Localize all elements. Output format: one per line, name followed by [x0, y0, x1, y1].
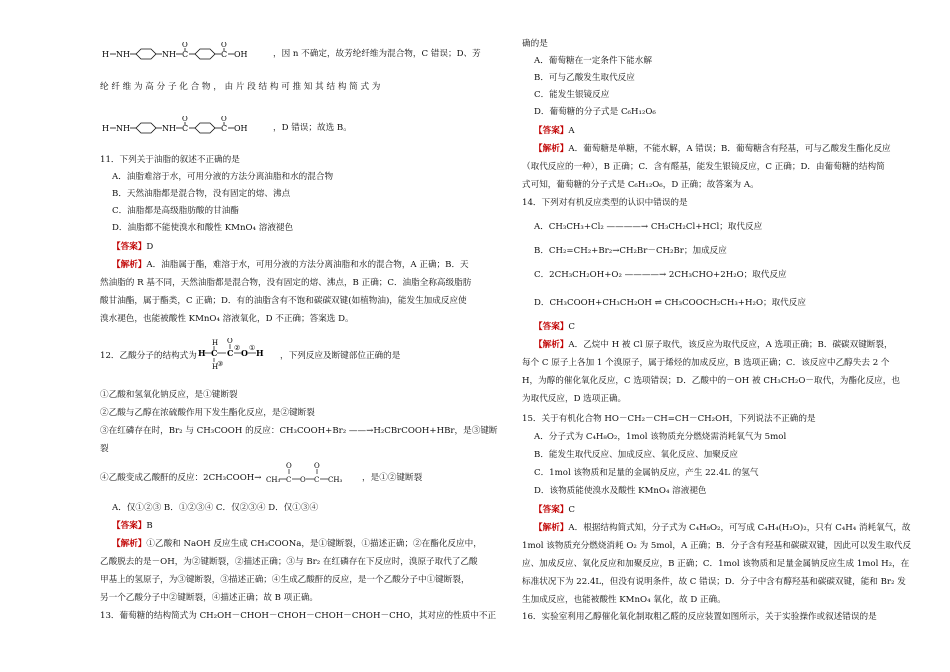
answer-line	[534, 126, 575, 137]
question-11-stem: 11．下列关于油脂的叙述不正确的是	[100, 155, 240, 165]
option: A．CH₃CH₃+Cl₂ ————→ CH₃CH₂Cl+HCl；取代反应	[534, 222, 763, 232]
svg-text:CH₃: CH₃	[328, 476, 343, 484]
svg-text:OH: OH	[234, 124, 248, 133]
analysis-line: 应、加成反应、氧化反应和加聚反应，B 正确；C．1mol 该物质和足量金属钠反应生成 1mol H₂，在	[522, 559, 910, 569]
text-line: ，D 错误；故选 B。	[273, 123, 352, 133]
analysis-line: 然油脂的 R 基不同，天然油脂都是混合物，没有固定的熔、沸点，B 正确；C．油脂全称高级脂肪	[100, 278, 472, 288]
option: D．CH₃COOH+CH₃CH₂OH ⇌ CH₃COOCH₂CH₃+H₂O；取代反应	[534, 298, 806, 308]
svg-text:O: O	[221, 116, 227, 123]
option: A．油脂难溶于水，可用分液的方法分离油脂和水的混合物	[112, 172, 334, 182]
analysis-label: 【解析】	[112, 539, 147, 549]
analysis-line: 每个 C 原子上各加 1 个溴原子，属于烯烃的加成反应，B 选项正确；C．该反应中乙醇失去 2 个	[522, 358, 890, 368]
analysis-line	[534, 523, 910, 534]
analysis-line: 标准状况下为 22.4L，但没有说明条件，故 C 错误；D．分子中含有醇羟基和碳碳双键，能和 Br₂ 发	[522, 577, 906, 587]
analysis-line	[112, 539, 482, 550]
option: B．能发生取代反应、加成反应、氧化反应、加聚反应	[534, 450, 738, 460]
answer-label: 【答案】	[534, 126, 569, 136]
analysis-text: ①乙酸和 NaOH 反应生成 CH₃COONa，是①键断裂，①描述正确；②在酯化反应中，	[146, 539, 482, 549]
analysis-label: 【解析】	[112, 260, 147, 270]
option: C．2CH₃CH₂OH+O₂ ————→ 2CH₃CHO+2H₂O；取代反应	[534, 270, 787, 280]
svg-text:H: H	[102, 124, 109, 133]
analysis-line: 为取代反应，D 选项正确。	[522, 394, 627, 404]
svg-text:O: O	[227, 338, 233, 345]
answer-label: 【答案】	[534, 505, 569, 515]
text-line: ，是①②键断裂	[362, 473, 423, 483]
option: C．油脂都是高级脂肪酸的甘油酯	[112, 206, 239, 216]
svg-text:NH: NH	[116, 50, 130, 59]
analysis-label: 【解析】	[534, 340, 569, 350]
analysis-line: 式可知，葡萄糖的分子式是 C₆H₁₂O₆，D 正确；故答案为 A。	[522, 180, 759, 190]
svg-text:NH: NH	[162, 124, 176, 133]
answer-value: D	[146, 242, 154, 252]
svg-text:C: C	[314, 476, 320, 484]
svg-text:①: ①	[249, 344, 256, 352]
svg-text:H: H	[198, 348, 206, 358]
analysis-line: 甲基上的氢原子，为③键断裂，③描述正确；④生成乙酸酐的反应，是一个乙酸分子中①键断裂，	[100, 575, 470, 585]
text-line: ，下列反应及断键部位正确的是	[280, 351, 401, 361]
option: A．分子式为 C₄H₈O₂，1mol 该物质充分燃烧需消耗氧气为 5mol	[534, 432, 787, 442]
option: D．葡萄糖的分子式是 C₆H₁₂O₆	[534, 107, 656, 117]
left-column	[100, 0, 498, 672]
right-column	[522, 0, 912, 672]
svg-text:O: O	[182, 116, 188, 123]
analysis-line: 溴水褪色，也能被酸性 KMnO₄ 溶液氧化，D 不正确；答案选 D。	[100, 314, 354, 324]
answer-value: C	[568, 505, 575, 515]
analysis-label: 【解析】	[534, 144, 569, 154]
analysis-text: A．葡萄糖是单糖，不能水解，A 错误；B．葡萄糖含有羟基，可与乙酸发生酯化反应	[568, 144, 891, 154]
item: ②乙酸与乙醇在浓硫酸作用下发生酯化反应，是②键断裂	[100, 408, 315, 418]
answer-value: A	[568, 126, 575, 136]
svg-text:CH₃: CH₃	[266, 476, 281, 484]
answer-line	[534, 322, 575, 333]
answer-value: C	[568, 322, 575, 332]
analysis-text: A．根据结构简式知，分子式为 C₄H₈O₂，可写成 C₄H₄(H₂O)₂，只有 C₄H₄ 消耗氧气，故	[568, 523, 911, 533]
option: B．CH₂=CH₂+Br₂→CH₂Br－CH₂Br；加成反应	[534, 246, 727, 256]
option: A．葡萄糖在一定条件下能水解	[534, 56, 652, 66]
analysis-line: 1mol 该物质充分燃烧消耗 O₂ 为 5mol，A 正确；B．分子含有羟基和碳碳双键，因此可以发生取代反	[522, 541, 912, 551]
answer-label: 【答案】	[534, 322, 569, 332]
aramid-structure-b	[100, 116, 270, 138]
analysis-line: 另一个乙酸分子中②键断裂，④描述正确；故 B 项正确。	[100, 593, 319, 603]
answer-line	[112, 521, 153, 532]
item: ①乙酸和氢氧化钠反应，是①键断裂	[100, 390, 238, 400]
question-12-stem: 12．乙酸分子的结构式为	[100, 351, 197, 361]
item: ④乙酸变成乙酸酐的反应：2CH₃COOH→	[100, 473, 262, 483]
svg-text:C: C	[286, 476, 292, 484]
acetic-acid-structure	[198, 338, 278, 370]
svg-text:O: O	[221, 42, 227, 49]
svg-text:H: H	[102, 50, 109, 59]
svg-text:O: O	[314, 462, 320, 470]
svg-text:H: H	[212, 363, 219, 370]
acetic-anhydride-structure	[266, 460, 362, 490]
svg-text:②: ②	[234, 344, 241, 352]
analysis-line	[534, 340, 893, 351]
analysis-line: 乙酸脱去的是－OH，为②键断裂，②描述正确；③与 Br₂ 在红磷存在下反应时，溴原子取代了乙酸	[100, 557, 478, 567]
answer-line	[112, 242, 153, 253]
svg-text:③: ③	[217, 360, 224, 368]
answer-label: 【答案】	[112, 242, 147, 252]
analysis-line: 生加成反应，也能被酸性 KMnO₄ 氧化，故 D 正确。	[522, 595, 726, 605]
analysis-line: 酸甘油酯，属于酯类，C 正确；D．有的油脂含有不饱和碳碳双键(如植物油)，能发生加成反应使	[100, 296, 467, 306]
svg-text:C: C	[221, 124, 228, 133]
svg-text:C: C	[182, 50, 189, 59]
question-16-stem: 16．实验室利用乙醇催化氧化制取粗乙醛的反应装置如图所示，关于实验操作或叙述错误的是	[522, 612, 877, 622]
answer-line	[534, 505, 575, 516]
options-line: A．仅①②③ B．①②③④ C．仅②③④ D．仅①③④	[112, 503, 319, 513]
option: C．1mol 该物质和足量的金属钠反应，产生 22.4L 的氢气	[534, 468, 759, 478]
svg-text:O: O	[286, 462, 292, 470]
svg-text:C: C	[227, 348, 234, 358]
answer-value: B	[146, 521, 153, 531]
analysis-text: A．油脂属于酯，难溶于水，可用分液的方法分离油脂和水的混合物，A 正确；B．天	[146, 260, 469, 270]
svg-text:O: O	[300, 476, 306, 484]
svg-text:H: H	[256, 348, 264, 358]
svg-text:H: H	[212, 339, 219, 347]
svg-text:O: O	[182, 42, 188, 49]
analysis-label: 【解析】	[534, 523, 569, 533]
svg-text:OH: OH	[234, 50, 248, 59]
svg-text:C: C	[221, 50, 228, 59]
answer-label: 【答案】	[112, 521, 147, 531]
analysis-line: （取代反应的一种），B 正确；C．含有醛基，能发生银镜反应，C 正确；D．由葡萄糖的结构简	[522, 162, 885, 172]
svg-text:NH: NH	[162, 50, 176, 59]
analysis-line	[534, 144, 891, 155]
question-15-stem: 15．关于有机化合物 HO－CH₂－CH=CH－CH₂OH，下列说法不正确的是	[522, 414, 816, 424]
svg-text:C: C	[182, 124, 189, 133]
text-line: 纶 纤 维 为 高 分 子 化 合 物 ， 由 片 段 结 构 可 推 知 其 结 构 简 式 为	[100, 82, 381, 92]
question-13-stem: 13．葡萄糖的结构简式为 CH₂OH－CHOH－CHOH－CHOH－CHOH－CHO，其对应的性质中不正	[100, 611, 497, 621]
svg-text:O: O	[241, 348, 248, 358]
text-line: 确的是	[522, 39, 548, 49]
item: ③在红磷存在时，Br₂ 与 CH₃COOH 的反应：CH₃COOH+Br₂ ——→H₂CBrCOOH+HBr，是③键断	[100, 426, 498, 436]
question-14-stem: 14．下列对有机反应类型的认识中错误的是	[522, 198, 688, 208]
analysis-text: A．乙烷中 H 被 Cl 原子取代，该反应为取代反应，A 选项正确；B．碳碳双键断裂，	[568, 340, 893, 350]
option: B．天然油脂都是混合物，没有固定的熔、沸点	[112, 189, 291, 199]
option: C．能发生银镜反应	[534, 90, 610, 100]
option: D．油脂都不能使溴水和酸性 KMnO₄ 溶液褪色	[112, 223, 294, 233]
option: D．该物质能使溴水及酸性 KMnO₄ 溶液褪色	[534, 486, 707, 496]
aramid-structure-a	[100, 42, 270, 64]
item: 裂	[100, 444, 109, 454]
option: B．可与乙酸发生取代反应	[534, 73, 635, 83]
analysis-line	[112, 260, 469, 271]
analysis-line: H，为醇的催化氧化反应，C 选项错误；D．乙酸中的－OH 被 CH₃CH₂O－取代，为酯化反应，也	[522, 376, 900, 386]
text-line: ，因 n 不确定，故芳纶纤维为混合物，C 错误；D、芳	[273, 49, 481, 59]
svg-text:C: C	[211, 348, 218, 358]
svg-text:NH: NH	[116, 124, 130, 133]
